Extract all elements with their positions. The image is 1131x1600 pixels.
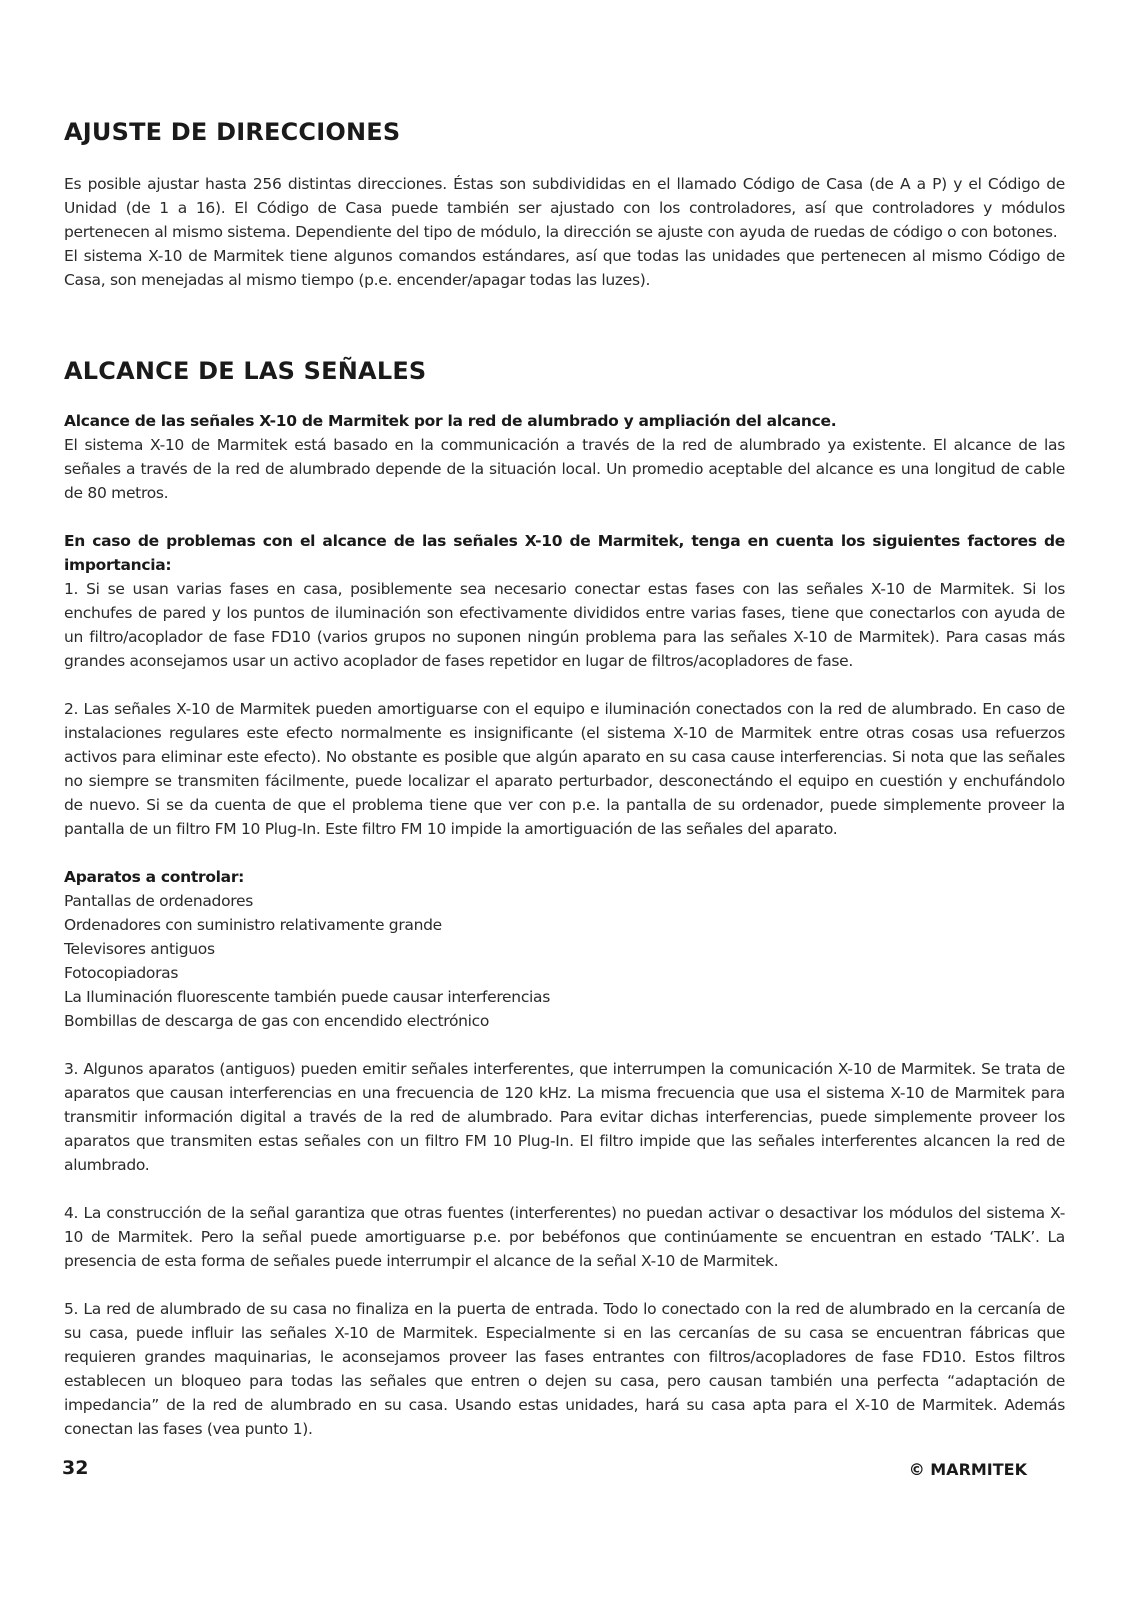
list-item-1: 1. Si se usan varias fases en casa, posiblemente sea necesario conectar estas fases con las señales X-10 de Marmitek. Si los enchufes de pared y los puntos de iluminación son efectivamente divididos entre varias fases, tiene que conectarlos con ayuda de un filtro/acoplador de fase FD10 (varios grupos no suponen ningún problema para las señales X-10 de Marmitek). Para casas más grandes aconsejamos usar un activo acoplador de fases repetidor en lugar de filtros/acopladores de fase. (64, 580, 1065, 670)
subheading-aparatos: Aparatos a controlar: (64, 868, 245, 886)
device-item: La Iluminación fluorescente también puede causar interferencias (64, 988, 551, 1006)
paragraph-comandos: El sistema X-10 de Marmitek tiene algunos comandos estándares, así que todas las unidades que pertenecen al mismo Código de Casa, son menejadas al mismo tiempo (p.e. encender/apagar todas las luzes). (64, 247, 1065, 289)
device-item: Televisores antiguos (64, 940, 215, 958)
list-item-2: 2. Las señales X-10 de Marmitek pueden amortiguarse con el equipo e iluminación conectados con la red de alumbrado. En caso de instalaciones regulares este efecto normalmente es insignificante (el sistema X-10 de Marmitek entre otras cosas usa refuerzos activos para eliminar este efecto). No obstante es posible que algún aparato en su casa cause interferencias. Si nota que las señales no siempre se transmiten fácilmente, puede localizar el aparato perturbador, desconectándo el equipo en cuestión y enchufándolo de nuevo. Si se da cuenta de que el problema tiene que ver con p.e. la pantalla de su ordenador, puede simplemente proveer la pantalla de un filtro FM 10 Plug-In. Este filtro FM 10 impide la amortiguación de las señales del aparato. (64, 700, 1065, 838)
section-heading-alcance: ALCANCE DE LAS SEÑALES (64, 357, 427, 385)
paragraph-direcciones: Es posible ajustar hasta 256 distintas direcciones. Éstas son subdivididas en el llamado Código de Casa (de A a P) y el Código de Unidad (de 1 a 16). El Código de Casa puede también ser ajustado con los controladores, así que controladores y módulos pertenecen al mismo sistema. Dependiente del tipo de módulo, la dirección se ajuste con ayuda de ruedas de código o con botones. (64, 175, 1065, 241)
device-item: Ordenadores con suministro relativamente grande (64, 916, 442, 934)
page-number: 32 (62, 1457, 89, 1479)
paragraph-alcance-intro: El sistema X-10 de Marmitek está basado en la communicación a través de la red de alumbrado ya existente. El alcance de las señales a través de la red de alumbrado depende de la situación local. Un promedio aceptable del alcance es una longitud de cable de 80 metros. (64, 436, 1065, 502)
section-heading-ajuste: AJUSTE DE DIRECCIONES (64, 118, 401, 146)
subheading-problemas: En caso de problemas con el alcance de las señales X-10 de Marmitek, tenga en cuenta los siguientes factores de importancia: (64, 532, 1065, 574)
subheading-alcance-red: Alcance de las señales X-10 de Marmitek por la red de alumbrado y ampliación del alcance. (64, 412, 837, 430)
section-alcance-body (64, 409, 1065, 1441)
device-item: Pantallas de ordenadores (64, 892, 254, 910)
section-ajuste-body (64, 172, 1065, 292)
brand-copyright: © MARMITEK (908, 1460, 1027, 1479)
device-item: Fotocopiadoras (64, 964, 179, 982)
list-item-4: 4. La construcción de la señal garantiza que otras fuentes (interferentes) no puedan activar o desactivar los módulos del sistema X-10 de Marmitek. Pero la señal puede amortiguarse p.e. por bebéfonos que continúamente se encuentran en estado ‘TALK’. La presencia de esta forma de señales puede interrumpir el alcance de la señal X-10 de Marmitek. (64, 1204, 1065, 1270)
list-item-5: 5. La red de alumbrado de su casa no finaliza en la puerta de entrada. Todo lo conectado con la red de alumbrado en la cercanía de su casa, puede influir las señales X-10 de Marmitek. Especialmente si en las cercanías de su casa se encuentran fábricas que requieren grandes maquinarias, le aconsejamos proveer las fases entrantes con filtros/acopladores de fase FD10. Estos filtros establecen un bloqueo para todas las señales que entren o dejen su casa, pero causan también una perfecta “adaptación de impedancia” de la red de alumbrado en su casa. Usando estas unidades, hará su casa apta para el X-10 de Marmitek. Además conectan las fases (vea punto 1). (64, 1300, 1065, 1438)
list-item-3: 3. Algunos aparatos (antiguos) pueden emitir señales interferentes, que interrumpen la comunicación X-10 de Marmitek. Se trata de aparatos que causan interferencias en una frecuencia de 120 kHz. La misma frecuencia que usa el sistema X-10 de Marmitek para transmitir información digital a través de la red de alumbrado. Para evitar dichas interferencias, puede simplemente proveer los aparatos que transmiten estas señales con un filtro FM 10 Plug-In. El filtro impide que las señales interferentes alcancen la red de alumbrado. (64, 1060, 1065, 1174)
device-item: Bombillas de descarga de gas con encendido electrónico (64, 1012, 490, 1030)
